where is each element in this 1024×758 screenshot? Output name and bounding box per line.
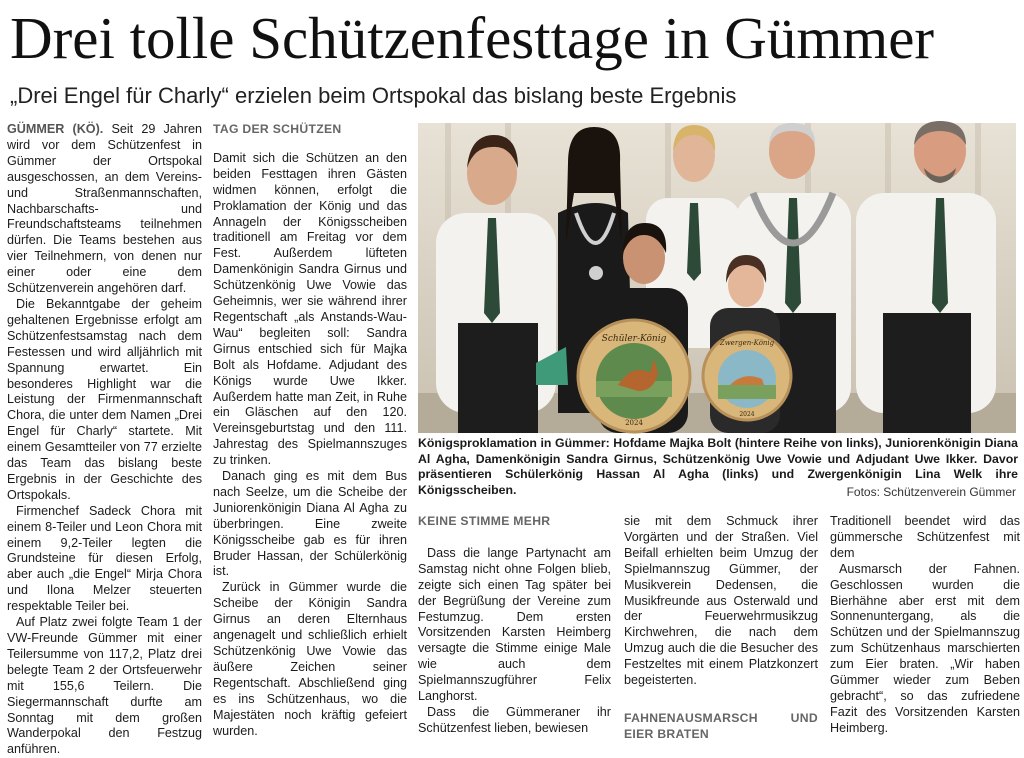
article-column-1 <box>7 122 202 757</box>
paragraph: Ausmarsch der Fahnen. Geschlossen wurden die Bierhähne aber erst mit dem Sonnenuntergang, als die Schützen und der Spielmannszug zum Schützenhaus marschierten zum Eier braten. „Wir haben Gümmer wieder zum Beben gebracht“, so das zufriedene Fazit des Vorsitzenden Karsten Heimberg. <box>830 561 1020 735</box>
article-column-2 <box>213 122 407 746</box>
paragraph-text: Seit 29 Jahren wird vor dem Schützenfest in Gümmer der Ortspokal ausgeschossen, an dem Vereins- und Straßenmannschaften, Nachbarschafts- und Freundschaftsteams teilnehmen dürfen. Die Teams bestehen aus vier Teilnehmern, von denen nur einer oder eine dem Schützenverein angehören darf. <box>7 122 202 296</box>
plaque-left-year: 2024 <box>625 419 643 427</box>
caption-text: Königsproklamation in Gümmer: Hofdame Majka Bolt (hintere Reihe von links), Juniorenkönigin Diana Al Agha, Damenkönigin Sandra Girnus, Schützenkönig Uwe Vowie und Adjudant Uwe Ikker. Davor präsentieren Schülerkönig Hassan Al Agha (links) und Zwergenkönigin Lina Welk ihre Königsscheiben. <box>418 436 1018 497</box>
photo-credit: Fotos: Schützenverein Gümmer <box>841 484 1016 500</box>
section-heading-keine-stimme-mehr: KEINE STIMME MEHR <box>418 514 551 528</box>
paragraph: Die Bekanntgabe der geheim gehaltenen Ergebnisse erfolgt am Schützenfestsamstag nach dem Festessen und wird alljährlich mit Spannung erwartet. Ein besonderes Highlight war die Leistung der Firmenmannschaft Chora, die unter dem Namen „Drei Engel für Charly“ startete. Mit einem Gesamtteiler von 77 erzielte das Team das bislang beste Ergebnis in der Geschichte des Ortspokals. <box>7 296 202 502</box>
plaque-zwergenkoenig <box>703 332 791 420</box>
paragraph: Firmenchef Sadeck Chora mit einem 8-Teiler und Leon Chora mit einem 9,2-Teiler legten die Grundsteine für diesen Erfolg, aber auch „die Engel“ Mirja Chora und Ilona Melzer steuerten respektable Teiler bei. <box>7 503 202 614</box>
article-headline: Drei tolle Schützenfesttage in Gümmer <box>10 5 935 71</box>
paragraph: Zurück in Gümmer wurde die Scheibe der Königin Sandra Girnus an deren Elternhaus angenagelt und schließlich erhielt Schützenkönig Uwe Vowie das äußere Zeichen seiner Regentschaft. Abschließend ging es ins Schützenhaus, wo die Majestäten noch kräftig gefeiert wurden. <box>213 580 407 738</box>
article-subheadline: „Drei Engel für Charly“ erzielen beim Ortspokal das bislang beste Ergebnis <box>10 83 737 108</box>
paragraph: Traditionell beendet wird das gümmersche Schützenfest mit dem <box>830 514 1020 560</box>
plaque-schuelerkoenig <box>578 320 690 432</box>
paragraph: Dass die lange Partynacht am Samstag nicht ohne Folgen blieb, zeigte sich einen Tag später bei der Begrüßung der Vereine zum Festumzug. Dem ersten Vorsitzenden Karsten Heimberg versagte die Stimme einige Male wie auch dem Spielmannszugführer Felix Langhorst. <box>418 545 611 704</box>
section-heading-tag-der-schuetzen: TAG DER SCHÜTZEN <box>213 122 342 136</box>
paragraph: Damit sich die Schützen an den beiden Festtagen ihren Gästen widmen können, erfolgt die Proklamation der König und das Annageln der Königsscheiben traditionell am Freitag vor dem Fest. Außerdem lüfteten Damenkönigin Sandra Girnus und Schützenkönig Uwe Vowie das Geheimnis, wer sie während ihrer Regentschaft „als Anstands-Wau-Wau“ begleiten soll: Sandra Girnus entschied sich für Majka Bolt als Hofdame. Adjudant des Königs wurde Uwe Ikker. Außerdem hatte man Zeit, in Ruhe ein Gläschen auf den 120. Vereinsgeburtstag und den 111. Jahrestag des Spielmannszuges zu trinken. <box>213 150 407 468</box>
section-heading-fahnenausmarsch: FAHNENAUSMARSCH UND EIER BRATEN <box>624 710 818 741</box>
article-column-4 <box>624 514 818 748</box>
article-column-5 <box>830 514 1020 748</box>
article-column-3 <box>418 514 611 748</box>
plaque-right-title: Zwergen-König <box>719 339 775 347</box>
paragraph <box>7 122 202 297</box>
article-photo <box>418 123 1016 433</box>
paragraph: sie mit dem Schmuck ihrer Vorgärten und der Straßen. Viel Beifall erhielten beim Umzug der Spielmannszug Gümmer, der Musikverein Dedensen, die Musikfreunde aus Osterwald und der Feuerwehrmusikzug Kirchwehren, die nach dem Umzug auch die die Besucher des Festzeltes mit einem Platzkonzert begeisterten. <box>624 514 818 688</box>
dateline: GÜMMER (KÖ). <box>7 122 104 136</box>
paragraph: Dass die Gümmeraner ihr Schützenfest lieben, bewiesen <box>418 704 611 735</box>
paragraph: Auf Platz zwei folgte Team 1 der VW-Freunde Gümmer mit einer Teilersumme von 117,2, Platz drei belegte Team 2 der Ortsfeuerwehr mit 155,6 Teilern. Die Siegermannschaft durfte am Sonntag mit dem großen Wanderpokal den Festzug anführen. <box>7 615 202 757</box>
plaque-right-year: 2024 <box>739 411 755 418</box>
plaque-left-title: Schüler-König <box>601 334 667 344</box>
group-photo-illustration <box>418 123 1016 433</box>
paragraph: Danach ging es mit dem Bus nach Seelze, um die Scheibe der Juniorenkönigin Diana Al Agha zu überbringen. Eine zweite Königsscheibe gab es für ihren Bruder Hassan, der Schülerkönig ist. <box>213 469 407 579</box>
